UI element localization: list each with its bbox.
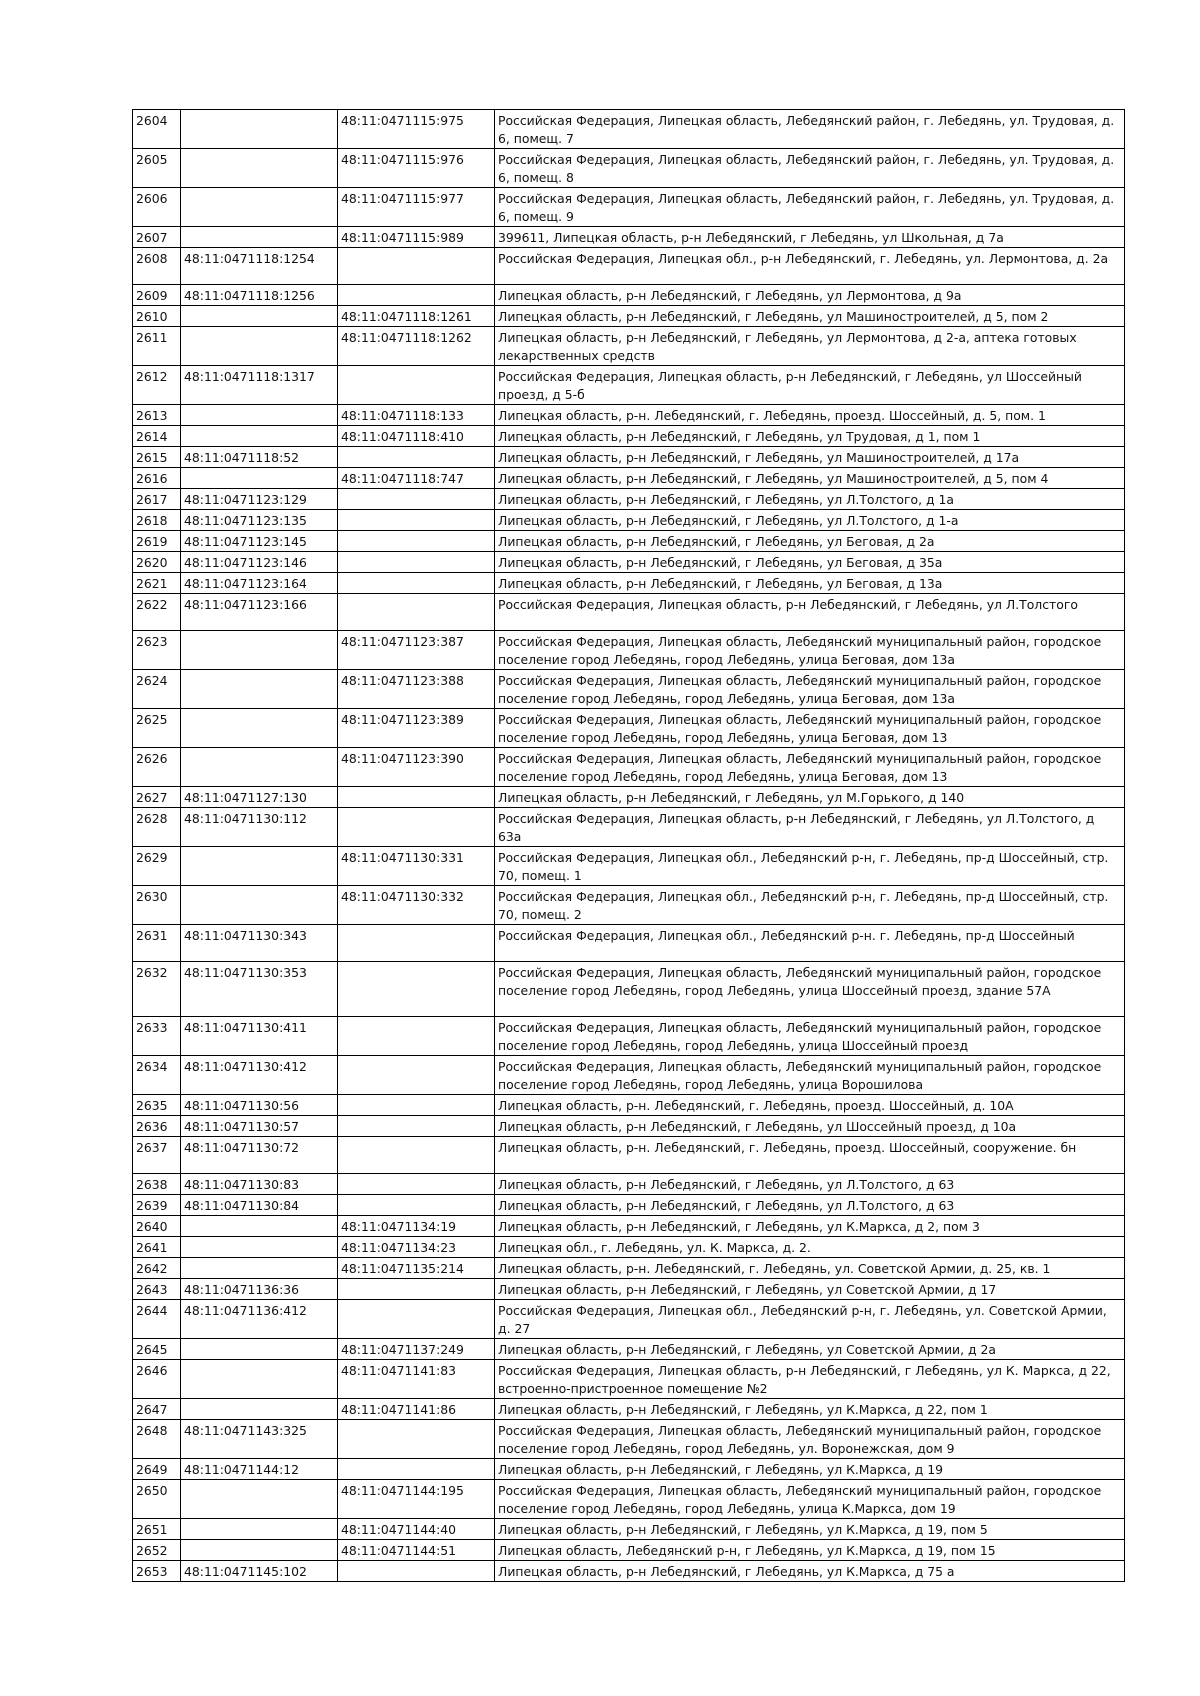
table-row	[133, 1300, 1125, 1339]
building-number-cell: 48:11:0471134:23	[338, 1237, 495, 1258]
building-number-cell	[338, 1420, 495, 1459]
table-row	[133, 1137, 1125, 1174]
address-cell: Липецкая область, р-н Лебедянский, г Лебедянь, ул Л.Толстого, д 63	[495, 1174, 1125, 1195]
row-number-cell: 2648	[133, 1420, 181, 1459]
parcel-number-cell: 48:11:0471130:353	[181, 962, 338, 1017]
table-row	[133, 510, 1125, 531]
address-cell: Липецкая область, р-н Лебедянский, г Лебедянь, ул Советской Армии, д 2а	[495, 1339, 1125, 1360]
parcel-number-cell	[181, 149, 338, 188]
table-row	[133, 1279, 1125, 1300]
row-number-cell: 2643	[133, 1279, 181, 1300]
table-row	[133, 1561, 1125, 1582]
parcel-number-cell	[181, 847, 338, 886]
row-number-cell: 2652	[133, 1540, 181, 1561]
row-number-cell: 2640	[133, 1216, 181, 1237]
parcel-number-cell: 48:11:0471123:145	[181, 531, 338, 552]
building-number-cell: 48:11:0471118:1262	[338, 327, 495, 366]
parcel-number-cell: 48:11:0471130:411	[181, 1017, 338, 1056]
row-number-cell: 2619	[133, 531, 181, 552]
building-number-cell	[338, 1137, 495, 1174]
table-row	[133, 1216, 1125, 1237]
building-number-cell: 48:11:0471137:249	[338, 1339, 495, 1360]
row-number-cell: 2610	[133, 306, 181, 327]
property-register-table	[132, 109, 1125, 1582]
parcel-number-cell	[181, 1258, 338, 1279]
address-cell: Российская Федерация, Липецкая область, Лебедянский район, г. Лебедянь, ул. Трудовая, д. 6, помещ. 9	[495, 188, 1125, 227]
row-number-cell: 2636	[133, 1116, 181, 1137]
building-number-cell: 48:11:0471123:390	[338, 748, 495, 787]
address-cell: Липецкая область, Лебедянский р-н, г Лебедянь, ул К.Маркса, д 19, пом 15	[495, 1540, 1125, 1561]
address-cell: Липецкая область, р-н Лебедянский, г Лебедянь, ул Л.Толстого, д 1-а	[495, 510, 1125, 531]
table-row	[133, 1237, 1125, 1258]
parcel-number-cell: 48:11:0471136:412	[181, 1300, 338, 1339]
building-number-cell: 48:11:0471123:388	[338, 670, 495, 709]
address-cell: Российская Федерация, Липецкая обл., р-н Лебедянский, г. Лебедянь, ул. Лермонтова, д. 2а	[495, 248, 1125, 285]
row-number-cell: 2607	[133, 227, 181, 248]
parcel-number-cell	[181, 1360, 338, 1399]
table-row	[133, 149, 1125, 188]
parcel-number-cell	[181, 748, 338, 787]
table-row	[133, 327, 1125, 366]
table-row	[133, 1116, 1125, 1137]
address-cell: Липецкая область, р-н Лебедянский, г Лебедянь, ул К.Маркса, д 19, пом 5	[495, 1519, 1125, 1540]
parcel-number-cell: 48:11:0471118:52	[181, 447, 338, 468]
table-row	[133, 552, 1125, 573]
building-number-cell	[338, 1174, 495, 1195]
row-number-cell: 2653	[133, 1561, 181, 1582]
parcel-number-cell: 48:11:0471143:325	[181, 1420, 338, 1459]
address-cell: Липецкая область, р-н Лебедянский, г Лебедянь, ул К.Маркса, д 19	[495, 1459, 1125, 1480]
parcel-number-cell	[181, 426, 338, 447]
address-cell: Российская Федерация, Липецкая область, р-н Лебедянский, г Лебедянь, ул Шоссейный проезд, д 5-б	[495, 366, 1125, 405]
address-cell: Липецкая область, р-н Лебедянский, г Лебедянь, ул К.Маркса, д 2, пом 3	[495, 1216, 1125, 1237]
row-number-cell: 2614	[133, 426, 181, 447]
row-number-cell: 2642	[133, 1258, 181, 1279]
parcel-number-cell: 48:11:0471144:12	[181, 1459, 338, 1480]
row-number-cell: 2611	[133, 327, 181, 366]
parcel-number-cell: 48:11:0471145:102	[181, 1561, 338, 1582]
building-number-cell	[338, 1095, 495, 1116]
address-cell: Российская Федерация, Липецкая область, Лебедянский район, г. Лебедянь, ул. Трудовая, д. 6, помещ. 7	[495, 110, 1125, 149]
table-row	[133, 1480, 1125, 1519]
address-cell: Российская Федерация, Липецкая область, Лебедянский муниципальный район, городское поселение город Лебедянь, город Лебедянь, улица Беговая, дом 13	[495, 709, 1125, 748]
building-number-cell	[338, 285, 495, 306]
building-number-cell: 48:11:0471135:214	[338, 1258, 495, 1279]
table-row	[133, 1420, 1125, 1459]
row-number-cell: 2618	[133, 510, 181, 531]
row-number-cell: 2621	[133, 573, 181, 594]
table-row	[133, 468, 1125, 489]
building-number-cell: 48:11:0471123:389	[338, 709, 495, 748]
parcel-number-cell: 48:11:0471130:112	[181, 808, 338, 847]
address-cell: Российская Федерация, Липецкая область, р-н Лебедянский, г Лебедянь, ул Л.Толстого, д 63а	[495, 808, 1125, 847]
table-row	[133, 1459, 1125, 1480]
parcel-number-cell	[181, 709, 338, 748]
table-row	[133, 1360, 1125, 1399]
parcel-number-cell: 48:11:0471130:57	[181, 1116, 338, 1137]
parcel-number-cell: 48:11:0471130:83	[181, 1174, 338, 1195]
row-number-cell: 2626	[133, 748, 181, 787]
address-cell: Липецкая область, р-н Лебедянский, г Лебедянь, ул Л.Толстого, д 1а	[495, 489, 1125, 510]
building-number-cell	[338, 1017, 495, 1056]
table-row	[133, 1519, 1125, 1540]
building-number-cell	[338, 1056, 495, 1095]
address-cell: Липецкая область, р-н Лебедянский, г Лебедянь, ул Шоссейный проезд, д 10а	[495, 1116, 1125, 1137]
row-number-cell: 2616	[133, 468, 181, 489]
row-number-cell: 2637	[133, 1137, 181, 1174]
row-number-cell: 2638	[133, 1174, 181, 1195]
address-cell: Российская Федерация, Липецкая область, Лебедянский муниципальный район, городское поселение город Лебедянь, город Лебедянь, улица Беговая, дом 13	[495, 748, 1125, 787]
building-number-cell	[338, 510, 495, 531]
row-number-cell: 2629	[133, 847, 181, 886]
address-cell: Липецкая область, р-н Лебедянский, г Лебедянь, ул Беговая, д 13а	[495, 573, 1125, 594]
parcel-number-cell: 48:11:0471136:36	[181, 1279, 338, 1300]
address-cell: Липецкая область, р-н. Лебедянский, г. Лебедянь, проезд. Шоссейный, д. 5, пом. 1	[495, 405, 1125, 426]
table-row	[133, 925, 1125, 962]
address-cell: Российская Федерация, Липецкая обл., Лебедянский р-н, г. Лебедянь, ул. Советской Армии, д. 27	[495, 1300, 1125, 1339]
address-cell: Российская Федерация, Липецкая область, Лебедянский муниципальный район, городское поселение город Лебедянь, город Лебедянь, улица Беговая, дом 13а	[495, 670, 1125, 709]
table-row	[133, 1399, 1125, 1420]
row-number-cell: 2635	[133, 1095, 181, 1116]
parcel-number-cell	[181, 468, 338, 489]
address-cell: Липецкая область, р-н. Лебедянский, г. Лебедянь, проезд. Шоссейный, сооружение. бн	[495, 1137, 1125, 1174]
address-cell: Российская Федерация, Липецкая область, Лебедянский район, г. Лебедянь, ул. Трудовая, д. 6, помещ. 8	[495, 149, 1125, 188]
building-number-cell: 48:11:0471144:40	[338, 1519, 495, 1540]
parcel-number-cell	[181, 1540, 338, 1561]
table-row	[133, 1339, 1125, 1360]
parcel-number-cell	[181, 1216, 338, 1237]
parcel-number-cell	[181, 1480, 338, 1519]
address-cell: Липецкая область, р-н Лебедянский, г Лебедянь, ул Советской Армии, д 17	[495, 1279, 1125, 1300]
address-cell: Липецкая область, р-н Лебедянский, г Лебедянь, ул Машиностроителей, д 5, пом 2	[495, 306, 1125, 327]
building-number-cell	[338, 573, 495, 594]
parcel-number-cell	[181, 631, 338, 670]
building-number-cell	[338, 808, 495, 847]
address-cell: Липецкая область, р-н. Лебедянский, г. Лебедянь, проезд. Шоссейный, д. 10А	[495, 1095, 1125, 1116]
building-number-cell: 48:11:0471115:977	[338, 188, 495, 227]
address-cell: 399611, Липецкая область, р-н Лебедянский, г Лебедянь, ул Школьная, д 7а	[495, 227, 1125, 248]
parcel-number-cell	[181, 306, 338, 327]
row-number-cell: 2624	[133, 670, 181, 709]
building-number-cell	[338, 925, 495, 962]
building-number-cell: 48:11:0471141:86	[338, 1399, 495, 1420]
table-row	[133, 886, 1125, 925]
table-row	[133, 426, 1125, 447]
parcel-number-cell: 48:11:0471123:129	[181, 489, 338, 510]
table-row	[133, 594, 1125, 631]
row-number-cell: 2631	[133, 925, 181, 962]
parcel-number-cell: 48:11:0471123:135	[181, 510, 338, 531]
building-number-cell: 48:11:0471134:19	[338, 1216, 495, 1237]
building-number-cell	[338, 1279, 495, 1300]
building-number-cell: 48:11:0471115:976	[338, 149, 495, 188]
address-cell: Липецкая область, р-н. Лебедянский, г. Лебедянь, ул. Советской Армии, д. 25, кв. 1	[495, 1258, 1125, 1279]
address-cell: Липецкая область, р-н Лебедянский, г Лебедянь, ул М.Горького, д 140	[495, 787, 1125, 808]
building-number-cell: 48:11:0471118:133	[338, 405, 495, 426]
table-row	[133, 1258, 1125, 1279]
row-number-cell: 2651	[133, 1519, 181, 1540]
row-number-cell: 2622	[133, 594, 181, 631]
row-number-cell: 2609	[133, 285, 181, 306]
table-row	[133, 631, 1125, 670]
table-row	[133, 489, 1125, 510]
table-row	[133, 1195, 1125, 1216]
table-row	[133, 962, 1125, 1017]
parcel-number-cell: 48:11:0471130:84	[181, 1195, 338, 1216]
building-number-cell: 48:11:0471115:989	[338, 227, 495, 248]
table-row	[133, 248, 1125, 285]
parcel-number-cell: 48:11:0471123:146	[181, 552, 338, 573]
address-cell: Российская Федерация, Липецкая область, Лебедянский муниципальный район, городское поселение город Лебедянь, город Лебедянь, ул. Воронежская, дом 9	[495, 1420, 1125, 1459]
row-number-cell: 2647	[133, 1399, 181, 1420]
parcel-number-cell: 48:11:0471123:164	[181, 573, 338, 594]
address-cell: Российская Федерация, Липецкая обл., Лебедянский р-н. г. Лебедянь, пр-д Шоссейный	[495, 925, 1125, 962]
table-row	[133, 748, 1125, 787]
address-cell: Российская Федерация, Липецкая область, Лебедянский муниципальный район, городское поселение город Лебедянь, город Лебедянь, улица Ворошилова	[495, 1056, 1125, 1095]
table-row	[133, 366, 1125, 405]
parcel-number-cell: 48:11:0471130:412	[181, 1056, 338, 1095]
building-number-cell: 48:11:0471123:387	[338, 631, 495, 670]
table-row	[133, 1540, 1125, 1561]
building-number-cell	[338, 447, 495, 468]
address-cell: Российская Федерация, Липецкая область, Лебедянский муниципальный район, городское поселение город Лебедянь, город Лебедянь, улица Беговая, дом 13а	[495, 631, 1125, 670]
table-row	[133, 573, 1125, 594]
address-cell: Российская Федерация, Липецкая область, Лебедянский муниципальный район, городское поселение город Лебедянь, город Лебедянь, улица Шоссейный проезд, здание 57А	[495, 962, 1125, 1017]
building-number-cell	[338, 248, 495, 285]
address-cell: Российская Федерация, Липецкая обл., Лебедянский р-н, г. Лебедянь, пр-д Шоссейный, стр. 70, помещ. 2	[495, 886, 1125, 925]
building-number-cell: 48:11:0471141:83	[338, 1360, 495, 1399]
address-cell: Липецкая область, р-н Лебедянский, г Лебедянь, ул Беговая, д 35а	[495, 552, 1125, 573]
address-cell: Липецкая область, р-н Лебедянский, г Лебедянь, ул Лермонтова, д 2-а, аптека готовых лекарственных средств	[495, 327, 1125, 366]
address-cell: Российская Федерация, Липецкая область, Лебедянский муниципальный район, городское поселение город Лебедянь, город Лебедянь, улица Шоссейный проезд	[495, 1017, 1125, 1056]
parcel-number-cell	[181, 227, 338, 248]
table-row	[133, 670, 1125, 709]
address-cell: Липецкая область, р-н Лебедянский, г Лебедянь, ул Машиностроителей, д 5, пом 4	[495, 468, 1125, 489]
table-row	[133, 709, 1125, 748]
building-number-cell: 48:11:0471130:332	[338, 886, 495, 925]
table-row	[133, 306, 1125, 327]
building-number-cell: 48:11:0471144:51	[338, 1540, 495, 1561]
parcel-number-cell	[181, 110, 338, 149]
address-cell: Липецкая область, р-н Лебедянский, г Лебедянь, ул Машиностроителей, д 17а	[495, 447, 1125, 468]
table-row	[133, 188, 1125, 227]
row-number-cell: 2620	[133, 552, 181, 573]
table-row	[133, 285, 1125, 306]
row-number-cell: 2641	[133, 1237, 181, 1258]
table-row	[133, 405, 1125, 426]
parcel-number-cell: 48:11:0471127:130	[181, 787, 338, 808]
building-number-cell: 48:11:0471130:331	[338, 847, 495, 886]
parcel-number-cell: 48:11:0471118:1254	[181, 248, 338, 285]
address-cell: Липецкая область, р-н Лебедянский, г Лебедянь, ул К.Маркса, д 75 а	[495, 1561, 1125, 1582]
building-number-cell: 48:11:0471118:1261	[338, 306, 495, 327]
building-number-cell	[338, 489, 495, 510]
address-cell: Липецкая область, р-н Лебедянский, г Лебедянь, ул Л.Толстого, д 63	[495, 1195, 1125, 1216]
parcel-number-cell	[181, 1237, 338, 1258]
parcel-number-cell: 48:11:0471130:72	[181, 1137, 338, 1174]
parcel-number-cell: 48:11:0471130:343	[181, 925, 338, 962]
building-number-cell: 48:11:0471118:747	[338, 468, 495, 489]
table-row	[133, 227, 1125, 248]
building-number-cell	[338, 1561, 495, 1582]
row-number-cell: 2634	[133, 1056, 181, 1095]
building-number-cell	[338, 787, 495, 808]
parcel-number-cell	[181, 327, 338, 366]
parcel-number-cell	[181, 1399, 338, 1420]
row-number-cell: 2649	[133, 1459, 181, 1480]
row-number-cell: 2630	[133, 886, 181, 925]
building-number-cell	[338, 552, 495, 573]
parcel-number-cell	[181, 886, 338, 925]
row-number-cell: 2639	[133, 1195, 181, 1216]
table-row	[133, 531, 1125, 552]
row-number-cell: 2615	[133, 447, 181, 468]
row-number-cell: 2645	[133, 1339, 181, 1360]
building-number-cell	[338, 962, 495, 1017]
parcel-number-cell: 48:11:0471130:56	[181, 1095, 338, 1116]
table-row	[133, 787, 1125, 808]
row-number-cell: 2617	[133, 489, 181, 510]
address-cell: Липецкая область, р-н Лебедянский, г Лебедянь, ул Беговая, д 2а	[495, 531, 1125, 552]
building-number-cell	[338, 594, 495, 631]
row-number-cell: 2606	[133, 188, 181, 227]
table-row	[133, 110, 1125, 149]
address-cell: Российская Федерация, Липецкая область, Лебедянский муниципальный район, городское поселение город Лебедянь, город Лебедянь, улица К.Маркса, дом 19	[495, 1480, 1125, 1519]
building-number-cell	[338, 531, 495, 552]
row-number-cell: 2605	[133, 149, 181, 188]
row-number-cell: 2604	[133, 110, 181, 149]
address-cell: Липецкая область, р-н Лебедянский, г Лебедянь, ул Лермонтова, д 9а	[495, 285, 1125, 306]
building-number-cell: 48:11:0471144:195	[338, 1480, 495, 1519]
address-cell: Российская Федерация, Липецкая область, р-н Лебедянский, г Лебедянь, ул Л.Толстого	[495, 594, 1125, 631]
parcel-number-cell: 48:11:0471123:166	[181, 594, 338, 631]
row-number-cell: 2633	[133, 1017, 181, 1056]
row-number-cell: 2628	[133, 808, 181, 847]
address-cell: Липецкая область, р-н Лебедянский, г Лебедянь, ул Трудовая, д 1, пом 1	[495, 426, 1125, 447]
table-row	[133, 1095, 1125, 1116]
building-number-cell	[338, 1300, 495, 1339]
building-number-cell	[338, 366, 495, 405]
building-number-cell	[338, 1195, 495, 1216]
table-row	[133, 447, 1125, 468]
parcel-number-cell	[181, 1519, 338, 1540]
table-row	[133, 1174, 1125, 1195]
table-row	[133, 808, 1125, 847]
address-cell: Российская Федерация, Липецкая область, р-н Лебедянский, г Лебедянь, ул К. Маркса, д 22, встроенно-пристроенное помещение №2	[495, 1360, 1125, 1399]
parcel-number-cell: 48:11:0471118:1317	[181, 366, 338, 405]
row-number-cell: 2608	[133, 248, 181, 285]
building-number-cell	[338, 1116, 495, 1137]
row-number-cell: 2646	[133, 1360, 181, 1399]
address-cell: Липецкая обл., г. Лебедянь, ул. К. Маркса, д. 2.	[495, 1237, 1125, 1258]
parcel-number-cell	[181, 405, 338, 426]
parcel-number-cell: 48:11:0471118:1256	[181, 285, 338, 306]
row-number-cell: 2612	[133, 366, 181, 405]
row-number-cell: 2644	[133, 1300, 181, 1339]
table-row	[133, 847, 1125, 886]
row-number-cell: 2625	[133, 709, 181, 748]
parcel-number-cell	[181, 1339, 338, 1360]
row-number-cell: 2623	[133, 631, 181, 670]
row-number-cell: 2613	[133, 405, 181, 426]
address-cell: Липецкая область, р-н Лебедянский, г Лебедянь, ул К.Маркса, д 22, пом 1	[495, 1399, 1125, 1420]
building-number-cell	[338, 1459, 495, 1480]
parcel-number-cell	[181, 670, 338, 709]
table-row	[133, 1056, 1125, 1095]
parcel-number-cell	[181, 188, 338, 227]
table-row	[133, 1017, 1125, 1056]
address-cell: Российская Федерация, Липецкая обл., Лебедянский р-н, г. Лебедянь, пр-д Шоссейный, стр. 70, помещ. 1	[495, 847, 1125, 886]
building-number-cell: 48:11:0471118:410	[338, 426, 495, 447]
row-number-cell: 2627	[133, 787, 181, 808]
row-number-cell: 2650	[133, 1480, 181, 1519]
row-number-cell: 2632	[133, 962, 181, 1017]
register-body	[133, 110, 1125, 1582]
building-number-cell: 48:11:0471115:975	[338, 110, 495, 149]
